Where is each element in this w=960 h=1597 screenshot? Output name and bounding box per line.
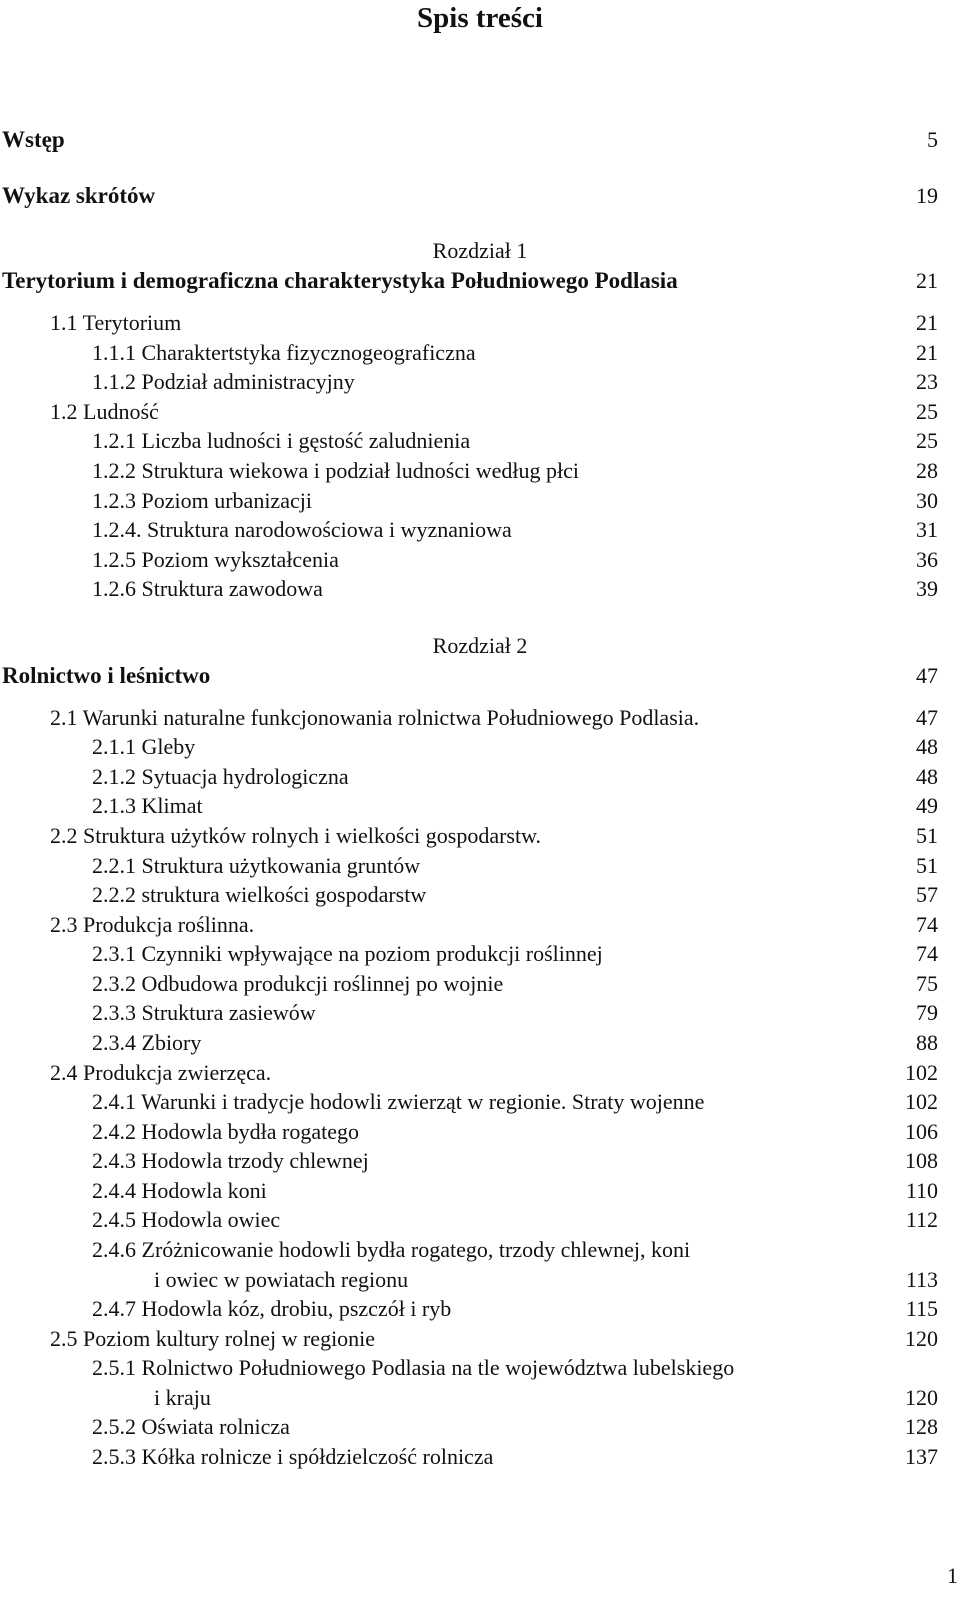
toc-entry-page: 28 bbox=[916, 458, 938, 483]
toc-entry-page: 120 bbox=[905, 1385, 938, 1410]
toc-entry-continuation[interactable] bbox=[0, 1266, 960, 1296]
toc-entry-page: 57 bbox=[916, 882, 938, 907]
toc-entry[interactable] bbox=[0, 881, 960, 911]
toc-entry[interactable] bbox=[0, 792, 960, 822]
toc-entry[interactable] bbox=[0, 1118, 960, 1148]
toc-entry-label: 2.4 Produkcja zwierzęca. bbox=[50, 1060, 272, 1085]
toc-entry-page: 115 bbox=[905, 1296, 938, 1321]
toc-entry-label: 2.3.2 Odbudowa produkcji roślinnej po wojnie bbox=[92, 971, 504, 996]
toc-entry[interactable] bbox=[0, 1147, 960, 1177]
toc-entry-label: 2.5.2 Oświata rolnicza bbox=[92, 1414, 290, 1439]
toc-entry-page: 137 bbox=[905, 1444, 938, 1469]
toc-entry-page: 21 bbox=[916, 268, 938, 293]
toc-entry-abbreviations[interactable] bbox=[0, 182, 960, 212]
toc-entry[interactable] bbox=[0, 911, 960, 941]
toc-entry-label: 1.2.5 Poziom wykształcenia bbox=[92, 547, 339, 572]
toc-entry[interactable] bbox=[0, 1443, 960, 1473]
toc-entry-label: 1.1 Terytorium bbox=[50, 310, 182, 335]
toc-entry-label: 2.5.1 Rolnictwo Południowego Podlasia na tle województwa lubelskiego bbox=[92, 1355, 735, 1380]
toc-entry-label: 1.2.4. Struktura narodowościowa i wyznaniowa bbox=[92, 517, 512, 542]
toc-entry[interactable] bbox=[0, 1206, 960, 1236]
toc-entry-label: 1.2.2 Struktura wiekowa i podział ludności według płci bbox=[92, 458, 579, 483]
toc-entry[interactable] bbox=[0, 1088, 960, 1118]
toc-entry-page: 102 bbox=[905, 1060, 938, 1085]
toc-entry-intro[interactable] bbox=[0, 126, 960, 156]
page-number: 1 bbox=[947, 1563, 958, 1588]
chapter-number: Rozdział 1 bbox=[432, 238, 528, 263]
toc-entry-page: 110 bbox=[905, 1178, 938, 1203]
toc-entry-label: 2.1.2 Sytuacja hydrologiczna bbox=[92, 764, 349, 789]
toc-entry[interactable] bbox=[0, 1325, 960, 1355]
toc-entry-page: 106 bbox=[905, 1119, 938, 1144]
toc-entry-page: 36 bbox=[916, 547, 938, 572]
toc-entry[interactable] bbox=[0, 1059, 960, 1089]
toc-entry-page: 23 bbox=[916, 369, 938, 394]
toc-entry[interactable] bbox=[0, 1236, 960, 1266]
toc-entry-page: 30 bbox=[916, 488, 938, 513]
toc-entry-label: 2.4.5 Hodowla owiec bbox=[92, 1207, 281, 1232]
toc-entry-label: 2.2 Struktura użytków rolnych i wielkości gospodarstw. bbox=[50, 823, 542, 848]
toc-entry-label: 2.4.1 Warunki i tradycje hodowli zwierząt w regionie. Straty wojenne bbox=[92, 1089, 705, 1114]
toc-entry-label: 1.2.1 Liczba ludności i gęstość zaludnienia bbox=[92, 428, 471, 453]
toc-entry[interactable] bbox=[0, 822, 960, 852]
toc-entry-page: 128 bbox=[905, 1414, 938, 1439]
toc-entry[interactable] bbox=[0, 852, 960, 882]
toc-entry-page: 47 bbox=[916, 663, 938, 688]
toc-entry[interactable] bbox=[0, 309, 960, 339]
toc-entry-page: 75 bbox=[916, 971, 938, 996]
toc-entry-page: 51 bbox=[916, 853, 938, 878]
toc-entry[interactable] bbox=[0, 1029, 960, 1059]
toc-entry-label: 1.2.6 Struktura zawodowa bbox=[92, 576, 323, 601]
toc-entry-label: 1.1.1 Charaktertstyka fizycznogeograficzna bbox=[92, 340, 476, 365]
toc-entry[interactable] bbox=[0, 733, 960, 763]
toc-entry-page: 49 bbox=[916, 793, 938, 818]
toc-entry[interactable] bbox=[0, 1413, 960, 1443]
toc-entry-label: 2.3.3 Struktura zasiewów bbox=[92, 1000, 316, 1025]
toc-entry-page: 79 bbox=[916, 1000, 938, 1025]
toc-entry-label: 2.4.4 Hodowla koni bbox=[92, 1178, 267, 1203]
chapter-number: Rozdział 2 bbox=[432, 633, 528, 658]
toc-entry-label: 2.3 Produkcja roślinna. bbox=[50, 912, 255, 937]
toc-entry[interactable] bbox=[0, 575, 960, 605]
toc-entry-page: 120 bbox=[905, 1326, 938, 1351]
toc-entry[interactable] bbox=[0, 516, 960, 546]
toc-entry-label: 2.1.3 Klimat bbox=[92, 793, 203, 818]
toc-entry-page: 112 bbox=[905, 1207, 938, 1232]
toc-entry-label: 2.2.1 Struktura użytkowania gruntów bbox=[92, 853, 421, 878]
chapter-heading bbox=[0, 237, 960, 267]
toc-entry[interactable] bbox=[0, 940, 960, 970]
toc-entry-label: Wstęp bbox=[2, 127, 65, 152]
toc-entry[interactable] bbox=[0, 427, 960, 457]
toc-entry-page: 113 bbox=[905, 1267, 938, 1292]
toc-entry-page: 108 bbox=[905, 1148, 938, 1173]
toc-entry[interactable] bbox=[0, 970, 960, 1000]
toc-entry-page: 21 bbox=[916, 310, 938, 335]
toc-entry[interactable] bbox=[0, 398, 960, 428]
toc-entry-label: 2.3.1 Czynniki wpływające na poziom produkcji roślinnej bbox=[92, 941, 603, 966]
page-title: Spis treści bbox=[417, 2, 543, 34]
toc-entry[interactable] bbox=[0, 487, 960, 517]
toc-entry-label: 2.1.1 Gleby bbox=[92, 734, 196, 759]
toc-entry-chapter-title[interactable] bbox=[0, 662, 960, 692]
toc-entry-page: 102 bbox=[905, 1089, 938, 1114]
toc-entry-label: Rolnictwo i leśnictwo bbox=[2, 663, 211, 688]
toc-entry-page: 39 bbox=[916, 576, 938, 601]
toc-entry[interactable] bbox=[0, 457, 960, 487]
toc-entry-label: 1.1.2 Podział administracyjny bbox=[92, 369, 355, 394]
toc-entry[interactable] bbox=[0, 704, 960, 734]
toc-entry-label: 2.3.4 Zbiory bbox=[92, 1030, 202, 1055]
toc-entry-label: 2.4.6 Zróżnicowanie hodowli bydła rogatego, trzody chlewnej, koni bbox=[92, 1237, 691, 1262]
toc-entry-page: 47 bbox=[916, 705, 938, 730]
toc-entry-label: i kraju bbox=[154, 1385, 211, 1410]
toc-entry-page: 51 bbox=[916, 823, 938, 848]
toc-entry-label: 1.2 Ludność bbox=[50, 399, 159, 424]
toc-entry-label: 2.2.2 struktura wielkości gospodarstw bbox=[92, 882, 427, 907]
toc-entry-page: 31 bbox=[916, 517, 938, 542]
toc-entry[interactable] bbox=[0, 368, 960, 398]
toc-entry-label: 2.5 Poziom kultury rolnej w regionie bbox=[50, 1326, 376, 1351]
toc-entry[interactable] bbox=[0, 1295, 960, 1325]
toc-entry-continuation[interactable] bbox=[0, 1384, 960, 1414]
toc-entry-label: 2.1 Warunki naturalne funkcjonowania rolnictwa Południowego Podlasia. bbox=[50, 705, 700, 730]
toc-entry-page: 74 bbox=[916, 912, 938, 937]
toc-entry[interactable] bbox=[0, 763, 960, 793]
toc-entry-label: 2.4.2 Hodowla bydła rogatego bbox=[92, 1119, 359, 1144]
toc-entry-page: 88 bbox=[916, 1030, 938, 1055]
toc-entry-label: 2.4.7 Hodowla kóz, drobiu, pszczół i ryb bbox=[92, 1296, 452, 1321]
toc-entry-label: 2.5.3 Kółka rolnicze i spółdzielczość rolnicza bbox=[92, 1444, 494, 1469]
toc-entry-page: 48 bbox=[916, 764, 938, 789]
toc-entry-chapter-title[interactable] bbox=[0, 267, 960, 297]
toc-entry-label: Wykaz skrótów bbox=[2, 183, 156, 208]
toc-entry-page: 21 bbox=[916, 340, 938, 365]
toc-entry-page: 25 bbox=[916, 428, 938, 453]
toc-entry[interactable] bbox=[0, 1177, 960, 1207]
toc-entry[interactable] bbox=[0, 999, 960, 1029]
toc-entry-page: 19 bbox=[916, 183, 938, 208]
chapter-heading bbox=[0, 632, 960, 662]
toc-entry-page: 5 bbox=[927, 127, 938, 152]
toc-entry-page: 25 bbox=[916, 399, 938, 424]
toc-entry[interactable] bbox=[0, 1354, 960, 1384]
toc-entry-page: 74 bbox=[916, 941, 938, 966]
toc-entry[interactable] bbox=[0, 546, 960, 576]
toc-entry-label: Terytorium i demograficzna charakterystyka Południowego Podlasia bbox=[2, 268, 678, 293]
toc-entry-label: 1.2.3 Poziom urbanizacji bbox=[92, 488, 312, 513]
toc-entry-label: 2.4.3 Hodowla trzody chlewnej bbox=[92, 1148, 369, 1173]
toc-entry[interactable] bbox=[0, 339, 960, 369]
toc-entry-page: 48 bbox=[916, 734, 938, 759]
toc-entry-label: i owiec w powiatach regionu bbox=[154, 1267, 409, 1292]
